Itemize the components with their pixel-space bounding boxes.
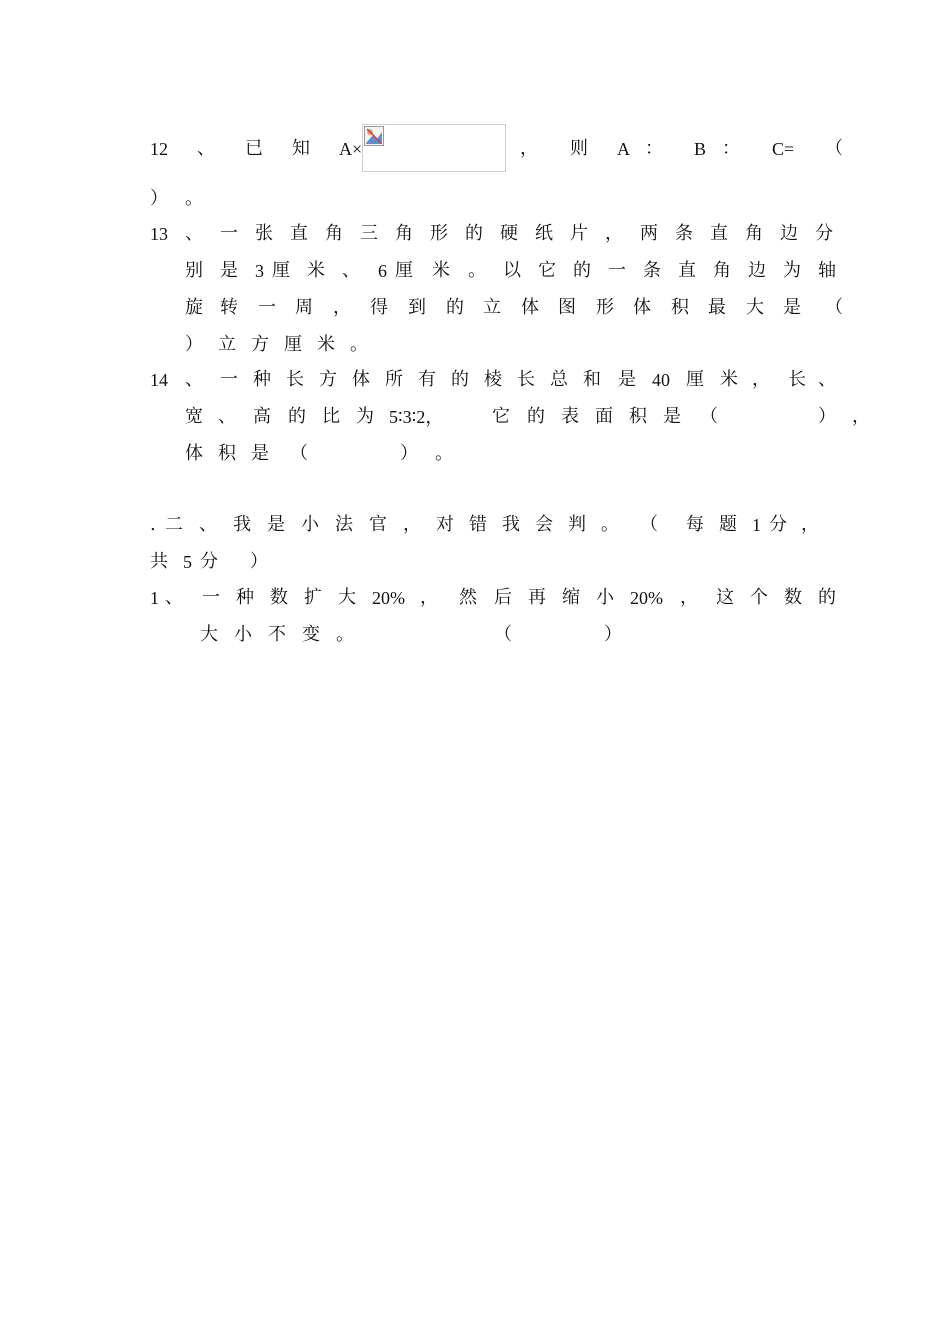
answer-blank-close: ） xyxy=(818,406,836,427)
text-token: 角 xyxy=(395,223,413,244)
text-token: 、 xyxy=(185,369,203,390)
section-2-heading-line-1 xyxy=(0,510,950,540)
text-token: 方 xyxy=(251,334,269,355)
text-token: 判 xyxy=(568,514,586,535)
text-token: 是 xyxy=(618,369,636,390)
question-12-line-2 xyxy=(0,184,950,214)
text-token: 共 xyxy=(150,551,168,572)
text-token: 分 xyxy=(769,514,787,535)
text-token: 厘 xyxy=(686,369,704,390)
text-token: 的 xyxy=(573,260,591,281)
text-token: 转 xyxy=(220,297,238,318)
question-13-line-3 xyxy=(0,293,950,323)
text-token: 题 xyxy=(719,514,737,535)
text-token: 米 xyxy=(432,260,450,281)
text-token: 一 xyxy=(608,260,626,281)
ratio-value: 5∶3∶2， xyxy=(389,407,444,427)
text-token: 边 xyxy=(780,223,798,244)
text-token: 比 xyxy=(322,406,340,427)
text-token: 表 xyxy=(561,406,579,427)
judgement-1-line-2 xyxy=(0,620,950,650)
text-token: 。 xyxy=(601,514,619,535)
text-token: 积 xyxy=(629,406,647,427)
text-token: 的 xyxy=(527,406,545,427)
text-token: ， xyxy=(852,406,870,427)
text-token: 是 xyxy=(251,443,269,464)
text-token: 、 xyxy=(342,260,360,281)
text-token: 立 xyxy=(218,334,236,355)
text-token: 已 xyxy=(245,138,263,159)
text-token: 的 xyxy=(446,297,464,318)
text-token: 每 xyxy=(686,514,704,535)
question-14-line-1 xyxy=(0,365,950,395)
text-token: 种 xyxy=(236,587,254,608)
text-token: 得 xyxy=(370,297,388,318)
text-token: 是 xyxy=(783,297,801,318)
text-token: 直 xyxy=(678,260,696,281)
text-token: 一 xyxy=(258,297,276,318)
text-token: 扩 xyxy=(304,587,322,608)
text-token: A xyxy=(617,139,630,159)
text-token: 的 xyxy=(288,406,306,427)
text-token: ， xyxy=(420,587,438,608)
text-token: 、 xyxy=(199,514,217,535)
text-token: 缩 xyxy=(562,587,580,608)
question-number: 14 xyxy=(150,370,168,390)
text-token: 、 xyxy=(197,138,215,159)
text-token: 积 xyxy=(218,443,236,464)
text-token: 厘 xyxy=(272,260,290,281)
text-token: 边 xyxy=(748,260,766,281)
text-token: 小 xyxy=(234,624,252,645)
text-token: 长 xyxy=(788,369,806,390)
text-token: 米 xyxy=(307,260,325,281)
text-token: 它 xyxy=(538,260,556,281)
text-token: ） xyxy=(250,551,268,572)
judgement-1-line-1 xyxy=(0,583,950,613)
text-token: 条 xyxy=(643,260,661,281)
text-token: 直 xyxy=(710,223,728,244)
text-token: 条 xyxy=(675,223,693,244)
text-token: 6 xyxy=(378,261,387,281)
text-token: 角 xyxy=(325,223,343,244)
text-token: 米 xyxy=(720,369,738,390)
text-token: 有 xyxy=(418,369,436,390)
text-token: 张 xyxy=(255,223,273,244)
text-token: 20% xyxy=(630,588,663,608)
text-token: 大 xyxy=(200,624,218,645)
text-token: 分 xyxy=(815,223,833,244)
text-token: 硬 xyxy=(500,223,518,244)
answer-blank-open: （ xyxy=(290,443,308,464)
text-token: 分 xyxy=(200,551,218,572)
text-token: 为 xyxy=(783,260,801,281)
text-token: . xyxy=(150,514,156,535)
answer-blank-close: ） xyxy=(604,624,622,645)
text-token: C= xyxy=(772,139,795,159)
text-token: 体 xyxy=(521,297,539,318)
text-token: 、 xyxy=(165,587,183,608)
text-token: 直 xyxy=(290,223,308,244)
text-token: ， xyxy=(333,297,351,318)
text-token: 。 xyxy=(468,260,486,281)
text-token: （ xyxy=(825,138,843,159)
text-token: 棱 xyxy=(484,369,502,390)
text-token: 法 xyxy=(335,514,353,535)
text-token: 图 xyxy=(558,297,576,318)
text-token: 是 xyxy=(267,514,285,535)
text-token: 这 xyxy=(716,587,734,608)
text-token: ） xyxy=(185,334,203,355)
text-token: 大 xyxy=(746,297,764,318)
text-token: 为 xyxy=(356,406,374,427)
text-token: 、 xyxy=(818,369,836,390)
question-14-line-3 xyxy=(0,439,950,469)
text-token: 总 xyxy=(550,369,568,390)
text-token: 。 xyxy=(350,334,368,355)
text-token: 米 xyxy=(317,334,335,355)
text-token: 。 xyxy=(185,188,203,209)
text-token: 面 xyxy=(595,406,613,427)
text-token: 官 xyxy=(369,514,387,535)
text-token: 一 xyxy=(220,369,238,390)
answer-blank-open: （ xyxy=(700,406,718,427)
text-token: ， xyxy=(403,514,421,535)
text-token: 20% xyxy=(372,588,405,608)
text-token: 两 xyxy=(640,223,658,244)
text-token: 对 xyxy=(436,514,454,535)
text-token: 的 xyxy=(818,587,836,608)
text-token: 、 xyxy=(218,406,236,427)
text-token: 周 xyxy=(295,297,313,318)
text-token: 别 xyxy=(185,260,203,281)
section-2-heading-line-2 xyxy=(0,547,950,577)
text-token: 厘 xyxy=(284,334,302,355)
text-token: 形 xyxy=(596,297,614,318)
text-token: 大 xyxy=(338,587,356,608)
text-token: B xyxy=(694,139,707,159)
text-token: 1 xyxy=(752,515,761,535)
text-token: ， xyxy=(752,369,770,390)
question-number: 13 xyxy=(150,224,168,244)
question-number: 12 xyxy=(150,139,168,159)
text-token: 是 xyxy=(220,260,238,281)
text-token: 再 xyxy=(528,587,546,608)
text-token: 变 xyxy=(302,624,320,645)
text-token: 3 xyxy=(255,261,264,281)
text-token: 则 xyxy=(570,138,588,159)
text-token: 错 xyxy=(469,514,487,535)
text-token: 5 xyxy=(183,552,192,572)
text-token: 小 xyxy=(596,587,614,608)
text-token: 纸 xyxy=(535,223,553,244)
text-token: 旋 xyxy=(185,297,203,318)
text-token: 它 xyxy=(492,406,510,427)
text-token: 40 xyxy=(652,370,670,390)
text-token: 体 xyxy=(633,297,651,318)
text-token: 小 xyxy=(301,514,319,535)
text-token: 我 xyxy=(233,514,251,535)
question-number: 1 xyxy=(150,588,159,608)
text-token: 形 xyxy=(430,223,448,244)
text-token: 的 xyxy=(451,369,469,390)
answer-blank-open: （ xyxy=(494,624,512,645)
text-token: ， xyxy=(520,138,538,159)
text-token: 种 xyxy=(253,369,271,390)
text-token: 三 xyxy=(360,223,378,244)
text-token: 轴 xyxy=(818,260,836,281)
text-token: 以 xyxy=(503,260,521,281)
text-token: 最 xyxy=(708,297,726,318)
text-token: ， xyxy=(680,587,698,608)
text-token: 然 xyxy=(459,587,477,608)
question-13-line-4 xyxy=(0,330,950,360)
text-token: 一 xyxy=(220,223,238,244)
text-token: 角 xyxy=(745,223,763,244)
text-token: 、 xyxy=(185,223,203,244)
text-token: 是 xyxy=(663,406,681,427)
answer-blank-close: ） xyxy=(400,443,418,464)
text-token: 后 xyxy=(494,587,512,608)
text-token: （ xyxy=(825,297,843,318)
section-number: 二 xyxy=(165,514,183,535)
text-token: 高 xyxy=(253,406,271,427)
text-token: 立 xyxy=(483,297,501,318)
text-token: 一 xyxy=(202,587,220,608)
text-token: 厘 xyxy=(395,260,413,281)
text-token: 积 xyxy=(671,297,689,318)
text-token: 个 xyxy=(750,587,768,608)
text-token: 片 xyxy=(570,223,588,244)
text-token: 。 xyxy=(336,624,354,645)
text-token: 体 xyxy=(185,443,203,464)
text-token: ： xyxy=(645,138,663,159)
text-token: 知 xyxy=(292,138,310,159)
text-token: 不 xyxy=(268,624,286,645)
question-13-line-1 xyxy=(0,219,950,249)
text-token: 和 xyxy=(583,369,601,390)
text-token: 方 xyxy=(319,369,337,390)
text-token: 数 xyxy=(784,587,802,608)
text-token: ： xyxy=(722,138,740,159)
text-token: 。 xyxy=(435,443,453,464)
text-token: 数 xyxy=(270,587,288,608)
formula-image-placeholder xyxy=(362,124,506,172)
text-token: 长 xyxy=(517,369,535,390)
text-token: 长 xyxy=(286,369,304,390)
text-token: 角 xyxy=(713,260,731,281)
text-token: 宽 xyxy=(185,406,203,427)
text-token: ， xyxy=(801,514,819,535)
question-14-line-2 xyxy=(0,402,950,432)
question-13-line-2 xyxy=(0,256,950,286)
text-token: ） xyxy=(150,188,168,209)
text-token: 所 xyxy=(385,369,403,390)
text-token: 会 xyxy=(535,514,553,535)
text-token: ， xyxy=(605,223,623,244)
broken-image-icon xyxy=(364,126,384,146)
text-token: 的 xyxy=(465,223,483,244)
text-token: （ xyxy=(640,514,658,535)
text-token: 到 xyxy=(408,297,426,318)
text-token: A× xyxy=(339,139,363,159)
text-token: 我 xyxy=(502,514,520,535)
text-token: 体 xyxy=(352,369,370,390)
